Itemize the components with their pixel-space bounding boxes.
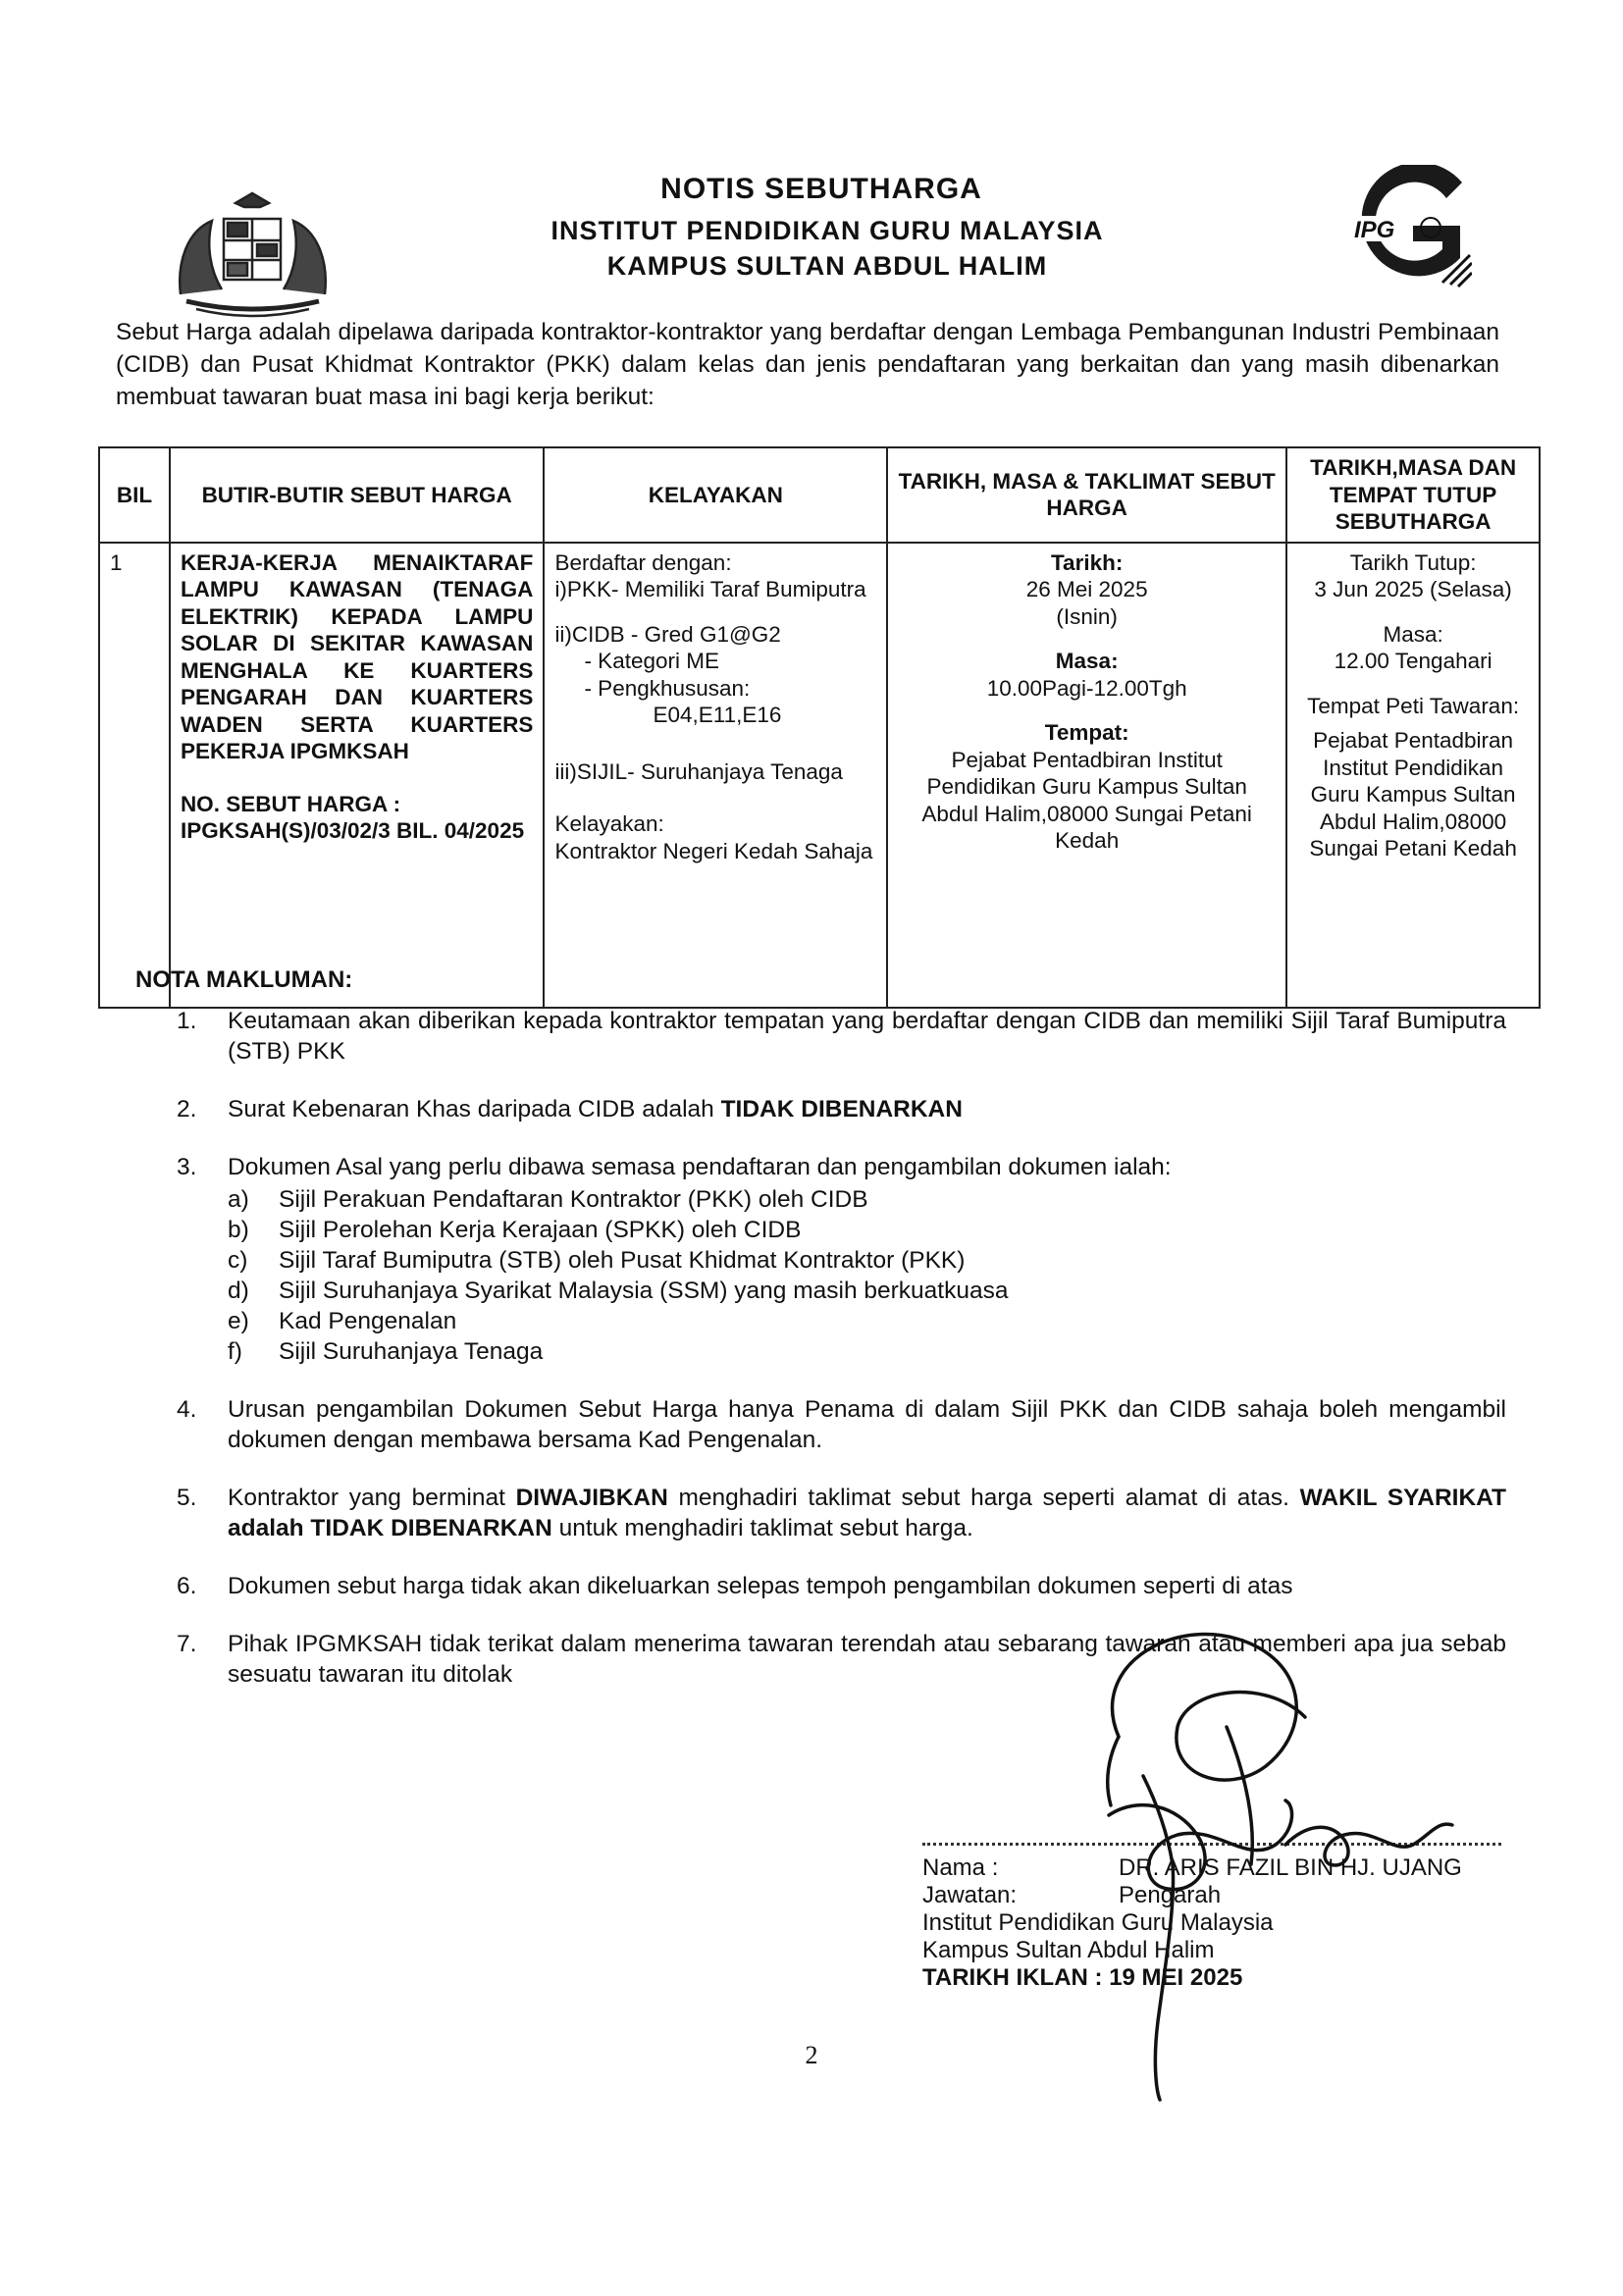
closing-time: 12.00 Tengahari xyxy=(1334,649,1492,673)
list-marker: e) xyxy=(228,1308,249,1334)
list-text: Sijil Suruhanjaya Syarikat Malaysia (SSM) yang masih berkuatkuasa xyxy=(279,1278,1009,1304)
cell-tutup xyxy=(1286,543,1540,1008)
taklimat-date: 26 Mei 2025 xyxy=(1025,577,1148,601)
taklimat-day: (Isnin) xyxy=(1056,603,1118,629)
closing-time-label: Masa: xyxy=(1383,621,1443,647)
header-kelayakan: KELAYAKAN xyxy=(544,447,887,543)
cell-taklimat xyxy=(887,543,1286,1008)
kel-line: Berdaftar dengan: xyxy=(554,549,732,575)
note-item xyxy=(177,1006,1506,1067)
note-text: Surat Kebenaran Khas daripada CIDB adalah xyxy=(228,1096,721,1122)
list-marker: d) xyxy=(228,1278,249,1304)
note-text: untuk menghadiri taklimat sebut harga. xyxy=(551,1515,973,1541)
closing-place-label: Tempat Peti Tawaran: xyxy=(1307,693,1520,718)
note-emphasis: DIWAJIBKAN xyxy=(515,1485,668,1511)
svg-text:IPG: IPG xyxy=(1354,217,1395,243)
list-text: Sijil Taraf Bumiputra (STB) oleh Pusat Khidmat Kontraktor (PKK) xyxy=(279,1247,966,1274)
note-item xyxy=(177,1152,1506,1367)
page-number: 2 xyxy=(805,2041,818,2069)
header-tarikh-taklimat: TARIKH, MASA & TAKLIMAT SEBUT HARGA xyxy=(887,447,1286,543)
note-text: Kontraktor yang berminat xyxy=(228,1485,516,1511)
list-text: Sijil Perakuan Pendaftaran Kontraktor (PKK) oleh CIDB xyxy=(279,1186,868,1213)
table-header-row xyxy=(99,447,1540,543)
cell-kelayakan xyxy=(544,543,887,1008)
note-item xyxy=(177,1571,1506,1601)
list-text: Sijil Perolehan Kerja Kerajaan (SPKK) oleh CIDB xyxy=(279,1217,802,1243)
note-text: menghadiri taklimat sebut harga seperti alamat di atas. xyxy=(667,1485,1300,1511)
signatory-campus: Kampus Sultan Abdul Halim xyxy=(922,1937,1215,1963)
header-tarikh-tutup: TARIKH,MASA DAN TEMPAT TUTUP SEBUTHARGA xyxy=(1286,447,1540,543)
cell-butir xyxy=(170,543,545,1008)
closing-date-label: Tarikh Tutup: xyxy=(1349,549,1477,575)
list-item xyxy=(228,1245,1506,1276)
taklimat-place-label: Tempat: xyxy=(1044,720,1129,745)
notes-title: NOTA MAKLUMAN: xyxy=(135,966,353,993)
note-text: Dokumen Asal yang perlu dibawa semasa pendaftaran dan pengambilan dokumen ialah: xyxy=(228,1154,1172,1180)
list-item xyxy=(228,1276,1506,1306)
signatory-org: Institut Pendidikan Guru Malaysia xyxy=(922,1909,1274,1936)
kel-line: - Kategori ME xyxy=(584,649,719,673)
list-item xyxy=(228,1215,1506,1245)
note-text: Keutamaan akan diberikan kepada kontraktor tempatan yang berdaftar dengan CIDB dan memiliki Sijil Taraf Bumiputra (STB) PKK xyxy=(228,1008,1506,1065)
note-number: 7. xyxy=(177,1631,197,1657)
institution-name: INSTITUT PENDIDIKAN GURU MALAYSIA xyxy=(550,216,1104,245)
note-item xyxy=(177,1483,1506,1543)
kel-line: Kontraktor Negeri Kedah Sahaja xyxy=(554,838,873,863)
list-item xyxy=(228,1184,1506,1215)
work-title: KERJA-KERJA MENAIKTARAF LAMPU KAWASAN (TENAGA ELEKTRIK) KEPADA LAMPU SOLAR DI SEKITAR KAWASAN MENGHALA KE KUARTERS PENGARAH DAN KUARTERS WADEN SERTA KUARTERS PEKERJA IPGMKSAH xyxy=(180,549,534,763)
list-marker: a) xyxy=(228,1186,249,1213)
note-number: 1. xyxy=(177,1008,197,1034)
kel-line: E04,E11,E16 xyxy=(653,703,782,727)
note-emphasis: WAKIL SYARIKAT adalah TIDAK DIBENARKAN xyxy=(228,1485,1506,1541)
closing-place: Pejabat Pentadbiran Institut Pendidikan Guru Kampus Sultan Abdul Halim,08000 Sungai Petani Kedah xyxy=(1309,728,1517,861)
kel-line: ii)CIDB - Gred G1@G2 xyxy=(554,621,781,647)
name-label: Nama : xyxy=(922,1854,999,1881)
kel-line: Kelayakan: xyxy=(554,811,664,836)
cell-bil: 1 xyxy=(99,543,170,1008)
header-bil: BIL xyxy=(99,447,170,543)
taklimat-time: 10.00Pagi-12.00Tgh xyxy=(986,675,1187,701)
list-marker: c) xyxy=(228,1247,248,1274)
note-text: Urusan pengambilan Dokumen Sebut Harga hanya Penama di dalam Sijil PKK dan CIDB sahaja boleh mengambil dokumen dengan membawa bersama Kad Pengenalan. xyxy=(228,1396,1506,1453)
campus-name: KAMPUS SULTAN ABDUL HALIM xyxy=(606,251,1048,281)
position-label: Jawatan: xyxy=(922,1882,1018,1908)
note-item xyxy=(177,1394,1506,1455)
taklimat-time-label: Masa: xyxy=(1055,649,1119,673)
kel-line: iii)SIJIL- Suruhanjaya Tenaga xyxy=(554,758,843,784)
list-marker: b) xyxy=(228,1217,249,1243)
taklimat-place: Pejabat Pentadbiran Institut Pendidikan Guru Kampus Sultan Abdul Halim,08000 Sungai Petani Kedah xyxy=(921,747,1252,853)
kel-line: - Pengkhususan: xyxy=(584,675,751,701)
list-marker: f) xyxy=(228,1338,242,1365)
closing-date: 3 Jun 2025 (Selasa) xyxy=(1314,577,1512,601)
list-item xyxy=(228,1306,1506,1336)
header-butir: BUTIR-BUTIR SEBUT HARGA xyxy=(170,447,545,543)
intro-paragraph: Sebut Harga adalah dipelawa daripada kontraktor-kontraktor yang berdaftar dengan Lembaga Pembangunan Industri Pembinaan (CIDB) dan Pusat Khidmat Kontraktor (PKK) dalam kelas dan jenis pendaftaran yang berkaitan dan yang masih dibenarkan membuat tawaran buat masa ini bagi kerja berikut: xyxy=(116,319,1499,410)
note-number: 2. xyxy=(177,1096,197,1122)
note-number: 4. xyxy=(177,1396,197,1423)
quotation-ref: NO. SEBUT HARGA : IPGKSAH(S)/03/02/3 BIL. 04/2025 xyxy=(180,791,525,843)
signatory-position: Pengarah xyxy=(1119,1882,1222,1908)
notice-title: NOTIS SEBUTHARGA xyxy=(660,173,982,205)
taklimat-date-label: Tarikh: xyxy=(1050,549,1124,575)
note-item xyxy=(177,1094,1506,1124)
note-emphasis: TIDAK DIBENARKAN xyxy=(720,1096,963,1122)
advert-date: TARIKH IKLAN : 19 MEI 2025 xyxy=(922,1964,1243,1991)
note-number: 6. xyxy=(177,1573,197,1599)
table-row xyxy=(99,543,1540,1008)
note-text: Pihak IPGMKSAH tidak terikat dalam menerima tawaran terendah atau sebarang tawaran atau memberi apa jua sebab sesuatu tawaran itu ditolak xyxy=(228,1631,1506,1688)
note-text: Dokumen sebut harga tidak akan dikeluarkan selepas tempoh pengambilan dokumen seperti di atas xyxy=(228,1573,1293,1599)
note-number: 3. xyxy=(177,1154,197,1180)
list-item xyxy=(228,1336,1506,1367)
kel-line: i)PKK- Memiliki Taraf Bumiputra xyxy=(554,577,866,601)
note-number: 5. xyxy=(177,1485,197,1511)
quotation-table xyxy=(98,446,1541,1009)
signatory-name: DR. ARIS FAZIL BIN HJ. UJANG xyxy=(1119,1854,1462,1881)
list-text: Kad Pengenalan xyxy=(279,1308,457,1334)
document-list xyxy=(228,1184,1506,1367)
list-text: Sijil Suruhanjaya Tenaga xyxy=(279,1338,544,1365)
